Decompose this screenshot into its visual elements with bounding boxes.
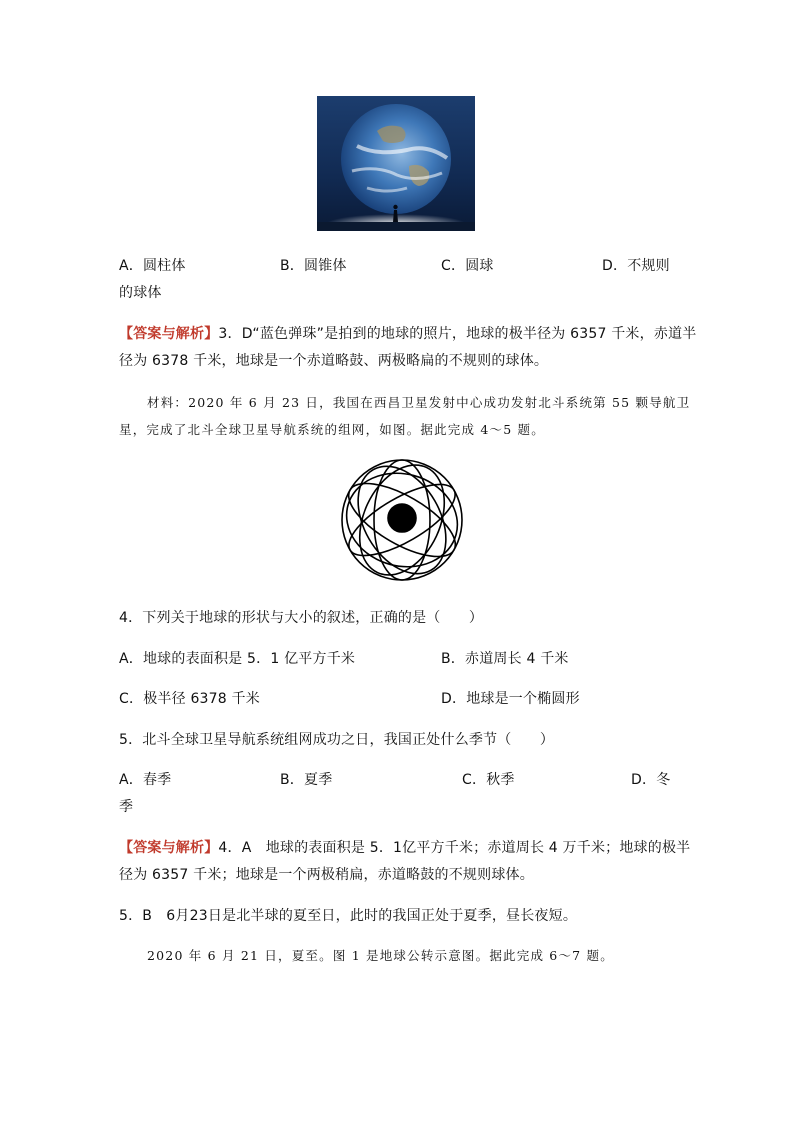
question-4-stem: 4．下列关于地球的形状与大小的叙述，正确的是（ ） <box>119 610 484 626</box>
answer-q3-line1: 【答案与解析】3．D“蓝色弹珠”是拍到的地球的照片，地球的极半径为 6357 千米，赤道半 <box>119 326 697 342</box>
q4-option-d: D．地球是一个椭圆形 <box>441 691 580 707</box>
option-c: C．圆球 <box>441 258 494 274</box>
material2-line1: 2020 年 6 月 21 日，夏至。图 1 是地球公转示意图。据此完成 6～7 题。 <box>147 948 614 963</box>
option-d: D．不规则 <box>602 258 670 274</box>
option-b: B．圆锥体 <box>280 258 347 274</box>
question-5-stem: 5．北斗全球卫星导航系统组网成功之日，我国正处什么季节（ ） <box>119 732 555 748</box>
material-line1: 材料：2020 年 6 月 23 日，我国在西昌卫星发射中心成功发射北斗系统第 55 颗导航卫 <box>147 395 691 410</box>
q5-option-c: C．秋季 <box>462 772 515 788</box>
material-line2: 星，完成了北斗全球卫星导航系统的组网，如图。据此完成 4～5 题。 <box>119 422 545 437</box>
q5-option-d-wrap: 季 <box>119 799 134 815</box>
answer-q45-line2: 径为 6357 千米；地球是一个两极稍扁，赤道略鼓的不规则球体。 <box>119 867 534 883</box>
option-a: A．圆柱体 <box>119 258 186 274</box>
answer-q3-line2: 径为 6378 千米，地球是一个赤道略鼓、两极略扁的不规则的球体。 <box>119 353 549 369</box>
q4-option-b: B．赤道周长 4 千米 <box>441 651 569 667</box>
option-d-wrap: 的球体 <box>119 285 162 301</box>
satellite-orbit-diagram <box>338 456 466 584</box>
q4-option-a: A．地球的表面积是 5．1 亿平方千米 <box>119 651 356 667</box>
q5-option-d: D．冬 <box>631 772 671 788</box>
q5-option-a: A．春季 <box>119 772 172 788</box>
answer-tag: 【答案与解析】 <box>119 840 219 856</box>
q5-option-b: B．夏季 <box>280 772 333 788</box>
answer-tag: 【答案与解析】 <box>119 326 219 342</box>
answer-q45-line3: 5．B 6月23日是北半球的夏至日，此时的我国正处于夏季，昼长夜短。 <box>119 908 578 924</box>
earth-photo <box>317 96 475 231</box>
q4-option-c: C．极半径 6378 千米 <box>119 691 260 707</box>
answer-q45-line1: 【答案与解析】4．A 地球的表面积是 5．1亿平方千米；赤道周长 4 万千米；地球的极半 <box>119 840 691 856</box>
